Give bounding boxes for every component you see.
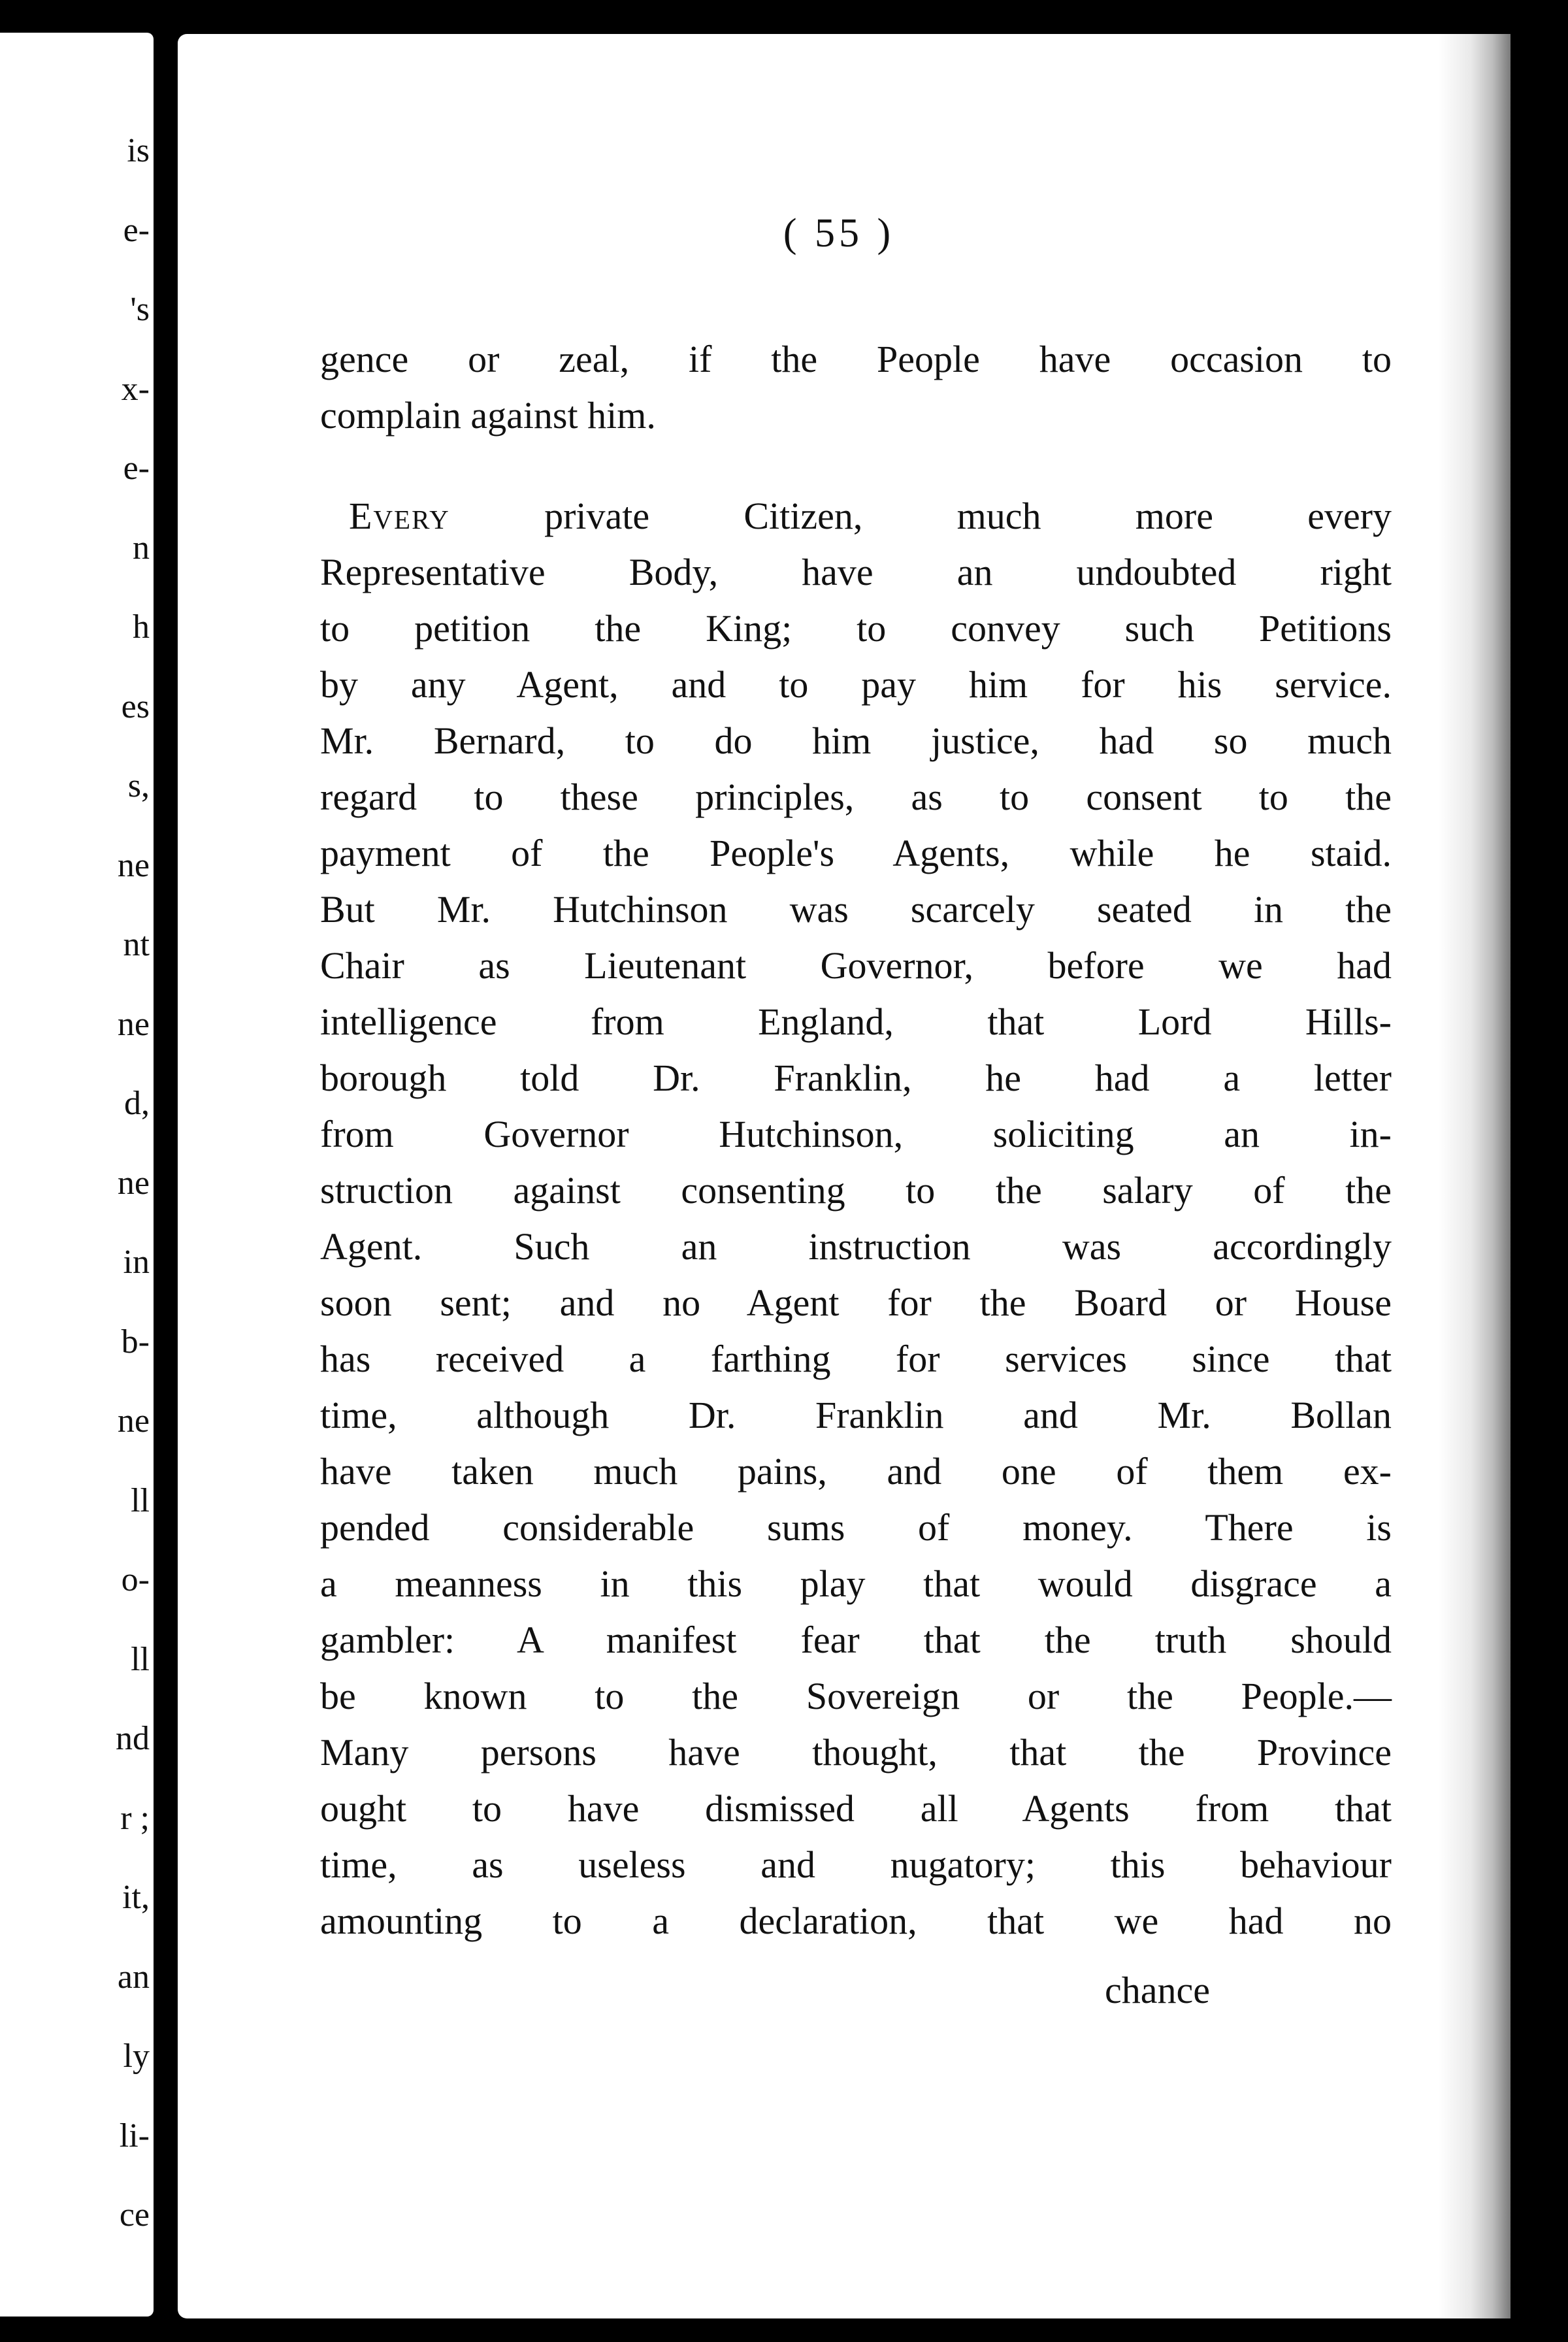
text-line: regard to these principles, as to consent to the xyxy=(320,776,1392,818)
facing-page-fragment: ce xyxy=(119,2196,150,2234)
body-text xyxy=(320,331,1392,1949)
text-line: Agent. Such an instruction was accordingly xyxy=(320,1225,1392,1268)
paragraph-two xyxy=(320,544,1392,1949)
text-line: has received a farthing for services since that xyxy=(320,1338,1392,1380)
facing-page-fragment: in xyxy=(123,1244,150,1281)
text-line: gence or zeal, if the People have occasion to xyxy=(320,338,1392,380)
facing-page-fragment: ly xyxy=(123,2037,150,2075)
text-line: to petition the King; to convey such Petitions xyxy=(320,607,1392,650)
text-line xyxy=(320,488,1392,544)
facing-page-fragment: 's xyxy=(130,291,150,328)
facing-page-fragment: ll xyxy=(131,1481,150,1519)
page-number: ( 55 ) xyxy=(783,211,895,256)
facing-page-fragment: nt xyxy=(123,926,150,963)
text-line-rest: private Citizen, much more every xyxy=(544,495,1392,537)
facing-page-fragment: ne xyxy=(117,1164,150,1202)
text-line: gambler: A manifest fear that the truth should xyxy=(320,1619,1392,1661)
facing-page-fragment: nd xyxy=(116,1720,150,1757)
text-line: But Mr. Hutchinson was scarcely seated in the xyxy=(320,888,1392,931)
facing-page-fragment: is xyxy=(127,132,150,169)
small-caps-lead-word: Every xyxy=(349,495,450,537)
text-line: ought to have dismissed all Agents from that xyxy=(320,1787,1392,1830)
text-line: Many persons have thought, that the Province xyxy=(320,1731,1392,1773)
book-page xyxy=(178,34,1511,2318)
facing-page-left xyxy=(0,33,154,2317)
text-line: have taken much pains, and one of them ex- xyxy=(320,1450,1392,1493)
facing-page-fragment: ne xyxy=(117,1402,150,1440)
facing-page-fragment: es xyxy=(121,687,150,725)
text-line: Mr. Bernard, to do him justice, had so much xyxy=(320,719,1392,762)
text-line: time, although Dr. Franklin and Mr. Bollan xyxy=(320,1394,1392,1436)
text-line: Representative Body, have an undoubted right xyxy=(320,551,1392,593)
text-line: time, as useless and nugatory; this behaviour xyxy=(320,1843,1392,1886)
facing-page-fragment: n xyxy=(133,529,150,567)
text-line: Chair as Lieutenant Governor, before we had xyxy=(320,944,1392,987)
text-line: struction against consenting to the salary of the xyxy=(320,1169,1392,1212)
text-line: be known to the Sovereign or the People.— xyxy=(320,1675,1392,1717)
facing-page-fragment: d, xyxy=(124,1085,150,1122)
catchword: chance xyxy=(1105,1969,1210,2011)
facing-page-fragment: r ; xyxy=(120,1799,150,1837)
text-line: payment of the People's Agents, while he staid. xyxy=(320,832,1392,874)
text-line: complain against him. xyxy=(320,394,656,437)
text-line: from Governor Hutchinson, soliciting an in- xyxy=(320,1113,1392,1155)
page-edge-shadow xyxy=(1439,34,1511,2318)
facing-page-fragment: ne xyxy=(117,846,150,884)
text-line: by any Agent, and to pay him for his service. xyxy=(320,663,1392,706)
text-line: intelligence from England, that Lord Hills- xyxy=(320,1000,1392,1043)
facing-page-fragment: s, xyxy=(127,767,150,804)
facing-page-fragment: e- xyxy=(123,450,150,487)
facing-page-fragment: li- xyxy=(119,2117,150,2154)
facing-page-fragment: b- xyxy=(121,1323,150,1361)
facing-page-fragment: h xyxy=(133,608,150,646)
text-line: pended considerable sums of money. There is xyxy=(320,1506,1392,1549)
text-line: soon sent; and no Agent for the Board or House xyxy=(320,1281,1392,1324)
text-line: amounting to a declaration, that we had no xyxy=(320,1900,1392,1942)
paragraph-break xyxy=(320,444,1392,488)
facing-page-fragment: an xyxy=(117,1958,150,1996)
facing-page-fragment: x- xyxy=(121,370,150,408)
facing-page-fragment: ne xyxy=(117,1005,150,1043)
facing-page-fragment: it, xyxy=(122,1879,150,1916)
text-line: a meanness in this play that would disgrace a xyxy=(320,1562,1392,1605)
text-line: borough told Dr. Franklin, he had a letter xyxy=(320,1057,1392,1099)
facing-page-fragment: ll xyxy=(131,1640,150,1678)
facing-page-fragment: o- xyxy=(121,1561,150,1598)
facing-page-fragment: e- xyxy=(123,211,150,249)
